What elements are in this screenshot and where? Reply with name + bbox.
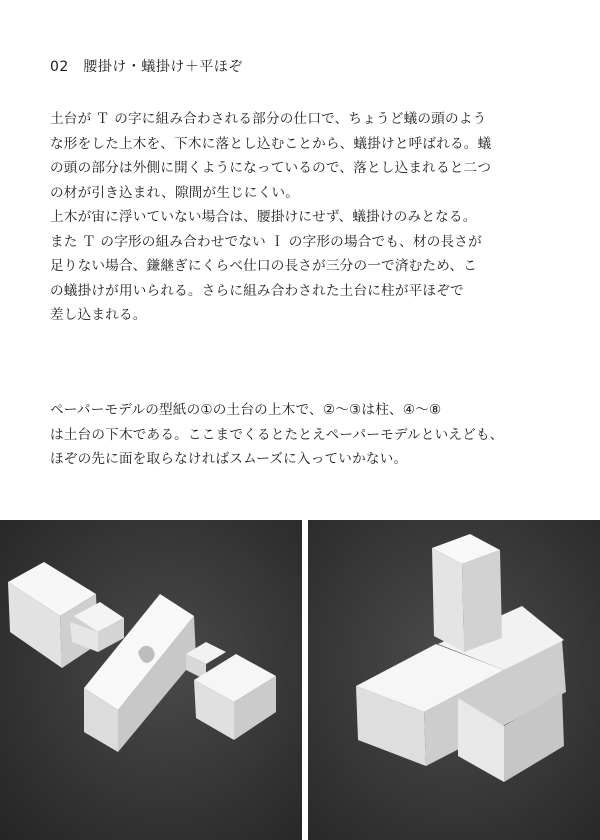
section-heading: 02 腰掛け・蟻掛け＋平ほぞ bbox=[50, 59, 243, 75]
photo-assembled-joint bbox=[308, 520, 600, 840]
text-line: ペーパーモデルの型紙の①の土台の上木で、②～③は柱、④～⑧ bbox=[50, 402, 442, 418]
assembled-post bbox=[432, 534, 502, 652]
text-line: また Ｔ の字形の組み合わせでない Ｉ の字形の場合でも、材の長さが bbox=[50, 233, 482, 250]
text-line: 足りない場合、鎌継ぎにくらべ仕口の長さが三分の一で済むため、こ bbox=[50, 258, 478, 274]
text-line: の材が引き込まれ、隙間が生じにくい。 bbox=[50, 184, 300, 201]
photo-disassembled-joint bbox=[0, 520, 302, 840]
text-line: は土台の下木である。ここまでくるとたとえペーパーモデルといえども、 bbox=[50, 426, 504, 443]
text-line: 上木が宙に浮いていない場合は、腰掛けにせず、蟻掛けのみとなる。 bbox=[50, 209, 477, 225]
text-line: 差し込まれる。 bbox=[50, 307, 147, 323]
text-line: な形をした上木を、下木に落とし込むことから、蟻掛けと呼ばれる。蟻 bbox=[50, 135, 492, 152]
text-line: の蟻掛けが用いられる。さらに組み合わされた土台に柱が平ほぞで bbox=[50, 282, 464, 299]
body-paragraph-1 bbox=[50, 107, 560, 328]
body-paragraph-2 bbox=[50, 398, 560, 472]
text-line: 土台が Ｔ の字に組み合わされる部分の仕口で、ちょうど蟻の頭のよう bbox=[50, 111, 487, 127]
photo-strip bbox=[0, 520, 600, 840]
text-line: の頭の部分は外側に開くようになっているので、落とし込まれると二つ bbox=[50, 160, 492, 176]
text-line: ほぞの先に面を取らなければスムーズに入っていかない。 bbox=[50, 451, 408, 467]
